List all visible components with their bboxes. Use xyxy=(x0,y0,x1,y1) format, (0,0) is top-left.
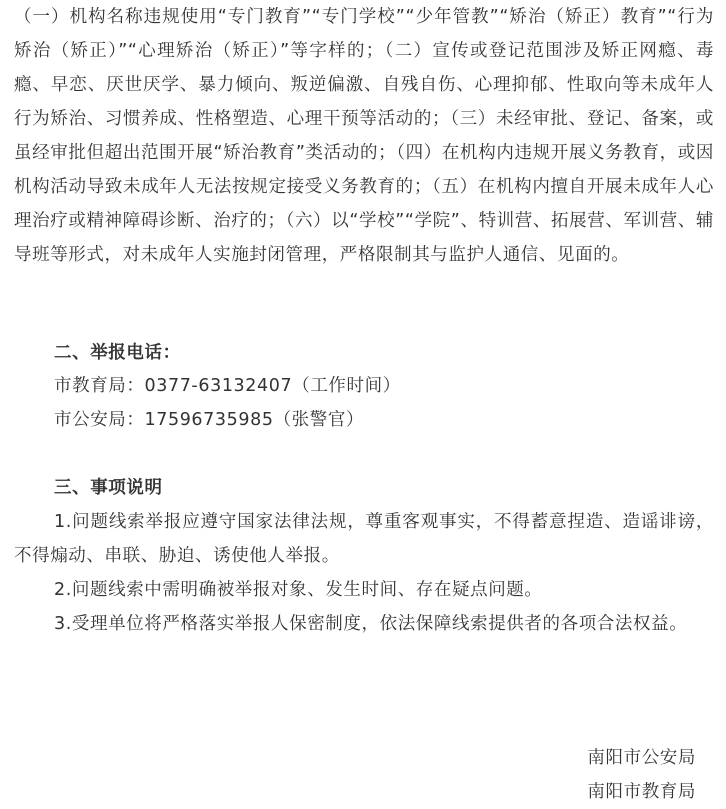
note-item-3: 3.受理单位将严格落实举报人保密制度，依法保障线索提供者的各项合法权益。 xyxy=(54,614,688,634)
note-item-1: 1.问题线索举报应遵守国家法律法规，尊重客观事实，不得蓄意捏造、造谣诽谤，不得煽动、串联、胁迫、诱使他人举报。 xyxy=(14,512,714,566)
police-bureau-phone: 市公安局：17596735985（张警官） xyxy=(54,410,365,430)
signature-police-bureau: 南阳市公安局 xyxy=(587,748,696,768)
phone-section-heading: 二、举报电话： xyxy=(54,343,181,363)
notes-section-heading: 三、事项说明 xyxy=(54,478,163,498)
education-bureau-phone: 市教育局：0377-63132407（工作时间） xyxy=(54,376,401,396)
note-item-2: 2.问题线索中需明确被举报对象、发生时间、存在疑点问题。 xyxy=(54,580,543,600)
intro-paragraph: （一）机构名称违规使用“专门教育”“专门学校”“少年管教”“矫治（矫正）教育”“行为矫治（矫正）”“心理矫治（矫正）”等字样的；（二）宣传或登记范围涉及矫正网瘾、毒瘾、早恋、厌世厌学、暴力倾向、叛逆偏激、自残自伤、心理抑郁、性取向等未成年人行为矫治、习惯养成、性格塑造、心理干预等活动的；（三）未经审批、登记、备案，或虽经审批但超出范围开展“矫治教育”类活动的；（四）在机构内违规开展义务教育，或因机构活动导致未成年人无法按规定接受义务教育的；（五）在机构内擅自开展未成年人心理治疗或精神障碍诊断、治疗的；（六）以“学校”“学院”、特训营、拓展营、军训营、辅导班等形式，对未成年人实施封闭管理，严格限制其与监护人通信、见面的。 xyxy=(14,7,714,265)
signature-education-bureau: 南阳市教育局 xyxy=(587,782,696,802)
